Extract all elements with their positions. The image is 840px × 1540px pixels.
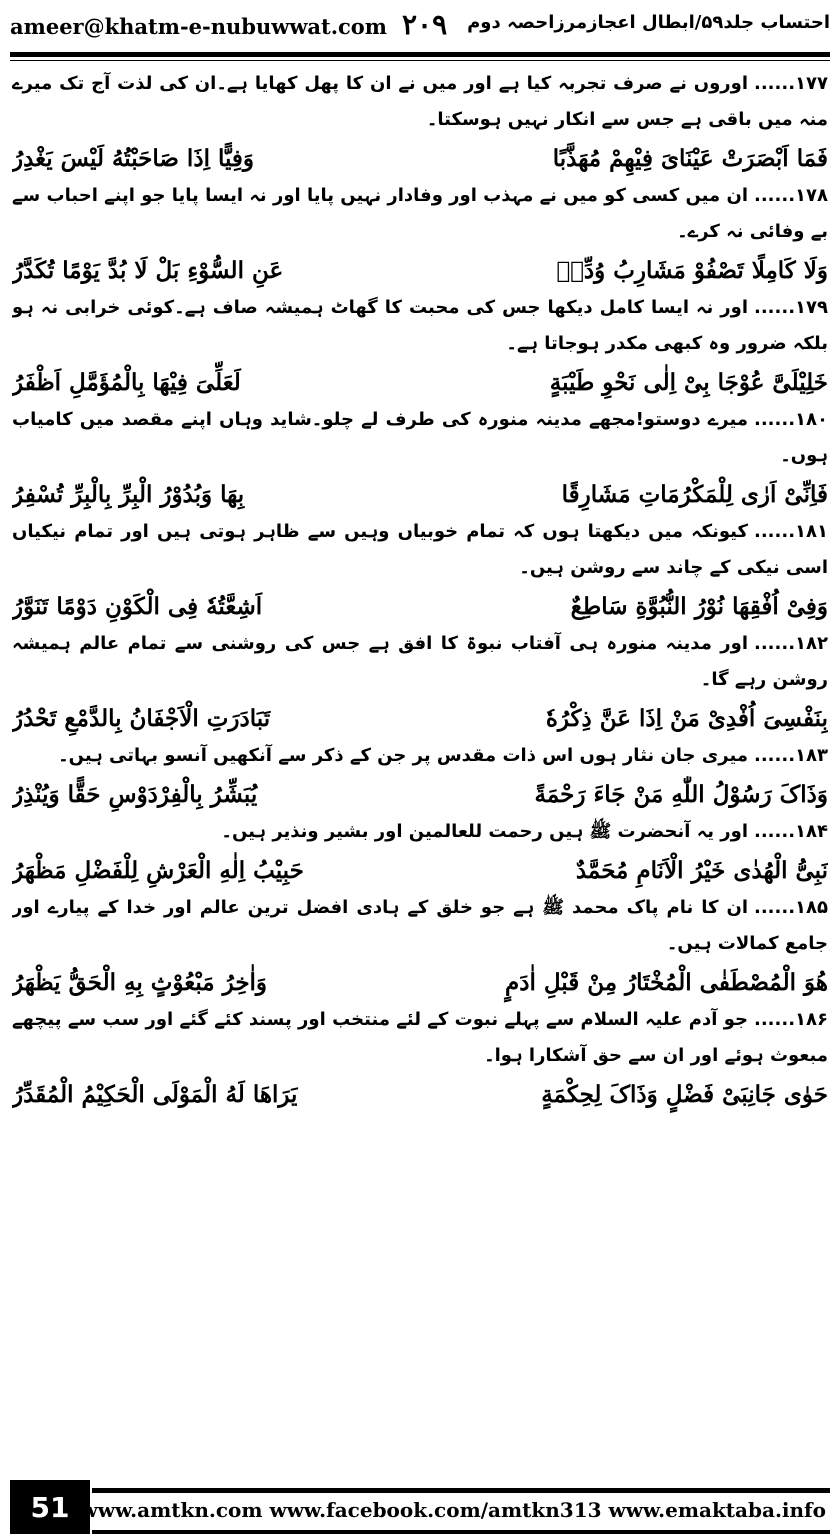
footer-rule-bottom: [92, 1530, 830, 1534]
paragraph-number: ۱۸۴......: [754, 821, 828, 842]
paragraph-number: ۱۸۲......: [754, 633, 828, 654]
header-rule-thin: [10, 60, 830, 61]
verse-hemistich-second: بِهَا وَبُدُوْرُ الْبِرِّ بِالْبِرِّ تُسْفِرُ: [12, 480, 245, 508]
paragraph-number: ۱۸۵......: [754, 897, 828, 918]
paragraph-text: میری جان نثار ہوں اس ذات مقدس پر جن کے ذکر سے آنکھیں آنسو بہاتی ہیں۔: [58, 745, 748, 766]
prose-paragraph: [12, 514, 828, 586]
verse-hemistich-second: تَبَادَرَتِ الْاَجْفَانُ بِالدَّمْعِ تَحْدُرُ: [12, 704, 271, 732]
verse-line: [12, 774, 828, 814]
paragraph-text: اور مدینہ منورہ ہی آفتاب نبوۃ کا افق ہے جس کی روشنی سے تمام عالم ہمیشہ روشن رہے گا۔: [12, 633, 828, 690]
verse-hemistich-first: وَذَاکَ رَسُوْلُ اللّٰهِ مَنْ جَاءَ رَحْمَةً: [534, 780, 828, 808]
verse-hemistich-first: نَبِیُّ الْهُدٰی خَیْرُ الْاَنَامِ مُحَمَّدٌ: [575, 856, 828, 884]
paragraph-number: ۱۸۰......: [754, 409, 828, 430]
verse-line: [12, 362, 828, 402]
verse-hemistich-first: وَفِیْ اُفْقِهَا نُوْرُ النُّبُوَّةِ سَاطِعٌ: [570, 592, 828, 620]
prose-paragraph: [12, 1002, 828, 1074]
paragraph-number: ۱۸۳......: [754, 745, 828, 766]
paragraph-text: اور یہ آنحضرت ﷺ ہیں رحمت للعالمین اور بشیر ونذیر ہیں۔: [221, 821, 748, 842]
paragraph-text: اوروں نے صرف تجربہ کیا ہے اور میں نے ان کا پھل کھایا ہے۔ان کی لذت آج تک میرے منہ میں باقی ہے جس سے انکار نہیں ہوسکتا۔: [12, 73, 828, 130]
verse-hemistich-first: بِنَفْسِیَ اُفْدِیْ مَنْ اِذَا عَنَّ ذِکْرُهٗ: [545, 704, 828, 732]
page-content: [12, 66, 828, 1474]
verse-hemistich-second: عَنِ السُّوْءِ بَلْ لَا بُدَّ یَوْمًا تُکَدَّرُ: [12, 256, 284, 284]
verse-line: [12, 1074, 828, 1114]
paragraph-text: میرے دوستو!مجھے مدینہ منورہ کی طرف لے چلو۔شاید وہاں اپنے مقصد میں کامیاب ہوں۔: [12, 409, 828, 466]
prose-paragraph: [12, 890, 828, 962]
verse-hemistich-second: حَبِیْبُ اِلٰهِ الْعَرْشِ لِلْفَضْلِ مَظْهَرُ: [12, 856, 304, 884]
page-header: [0, 0, 840, 50]
verse-hemistich-first: حَوٰی جَانِبَیْ فَضْلٍ وَذَاکَ لِحِکْمَةٍ: [541, 1080, 828, 1108]
paragraph-number: ۱۸۱......: [754, 521, 828, 542]
verse-hemistich-second: لَعَلِّیَ فِیْهَا بِالْمُؤَمَّلِ اَظْفَرُ: [12, 368, 241, 396]
verse-hemistich-first: فَاِنِّیْ اَرٰی لِلْمَکْرُمَاتِ مَشَارِقًا: [561, 480, 828, 508]
verse-line: [12, 474, 828, 514]
verse-line: [12, 138, 828, 178]
verse-hemistich-second: وَفِیًّا اِذَا صَاحَبْتُهُ لَیْسَ یَغْدِرُ: [12, 144, 255, 172]
prose-paragraph: [12, 738, 828, 774]
footer-urls: www.amtkn.com www.facebook.com/amtkn313 www.emaktaba.info: [80, 1498, 826, 1522]
page-footer: [0, 1478, 840, 1540]
verse-hemistich-second: وَاٰخِرُ مَبْعُوْثٍ بِهِ الْحَقُّ یَظْهَرُ: [12, 968, 268, 996]
paragraph-number: ۱۷۸......: [754, 185, 828, 206]
verse-hemistich-second: یَرَاهَا لَهُ الْمَوْلَی الْحَکِیْمُ الْمُقَدِّرُ: [12, 1080, 298, 1108]
prose-paragraph: [12, 402, 828, 474]
header-running-title: احتساب جلد۵۹/ابطال اعجازمرزاحصہ دوم: [467, 12, 830, 33]
paragraph-text: ان میں کسی کو میں نے مہذب اور وفادار نہیں پایا اور نہ ایسا پایا جو اپنے احباب سے بے وفائی نہ کرے۔: [12, 185, 828, 242]
header-rule-thick: [10, 52, 830, 57]
paragraph-number: ۱۷۷......: [754, 73, 828, 94]
verse-hemistich-first: فَمَا اَبْصَرَتْ عَیْنَایَ فِیْهِمْ مُهَذَّبًا: [552, 144, 828, 172]
verse-line: [12, 698, 828, 738]
paragraph-text: کیونکہ میں دیکھتا ہوں کہ تمام خوبیاں وہیں سے ظاہر ہوتی ہیں اور تمام نیکیاں اسی نیکی کے چاند سے روشن ہیں۔: [12, 521, 828, 578]
paragraph-text: ان کا نام پاک محمد ﷺ ہے جو خلق کے ہادی افضل ترین عالم اور خدا کے پیارے اور جامع کمالات ہیں۔: [12, 897, 828, 954]
verse-hemistich-first: هُوَ الْمُصْطَفٰی الْمُخْتَارُ مِنْ قَبْلِ اٰدَمٍ: [504, 968, 828, 996]
prose-paragraph: [12, 814, 828, 850]
verse-hemistich-first: وَلَا کَامِلًا تَصْفُوْ مَشَارِبُ وُدِّهٖ: [556, 256, 828, 284]
paragraph-number: ۱۷۹......: [754, 297, 828, 318]
footer-rule-top: [92, 1488, 830, 1493]
header-email: ameer@khatm-e-nubuwwat.com: [10, 14, 388, 39]
verse-line: [12, 962, 828, 1002]
prose-paragraph: [12, 178, 828, 250]
verse-hemistich-first: خَلِیْلَیَّ عُوْجَا بِیْ اِلٰی نَحْوِ طَیْبَةٍ: [549, 368, 828, 396]
prose-paragraph: [12, 66, 828, 138]
header-page-number: ۲۰۹: [402, 8, 448, 41]
paragraph-text: جو آدم علیہ السلام سے پہلے نبوت کے لئے منتخب اور پسند کئے گئے اور سب سے پیچھے مبعوث ہوئے اور ان سے حق آشکارا ہوا۔: [12, 1009, 828, 1066]
paragraph-text: اور نہ ایسا کامل دیکھا جس کی محبت کا گھاٹ ہمیشہ صاف ہے۔کوئی خرابی نہ ہو بلکہ ضرور وہ کبھی مکدر ہوجاتا ہے۔: [12, 297, 828, 354]
verse-line: [12, 586, 828, 626]
footer-page-number: 51: [10, 1480, 90, 1534]
prose-paragraph: [12, 626, 828, 698]
paragraph-number: ۱۸۶......: [754, 1009, 828, 1030]
verse-line: [12, 250, 828, 290]
prose-paragraph: [12, 290, 828, 362]
verse-hemistich-second: یُبَشِّرُ بِالْفِرْدَوْسِ حَقًّا وَیُنْذِرُ: [12, 780, 258, 808]
verse-hemistich-second: اَشِعَّتُهٗ فِی الْکَوْنِ دَوْمًا تَنَوَّرُ: [12, 592, 263, 620]
verse-line: [12, 850, 828, 890]
